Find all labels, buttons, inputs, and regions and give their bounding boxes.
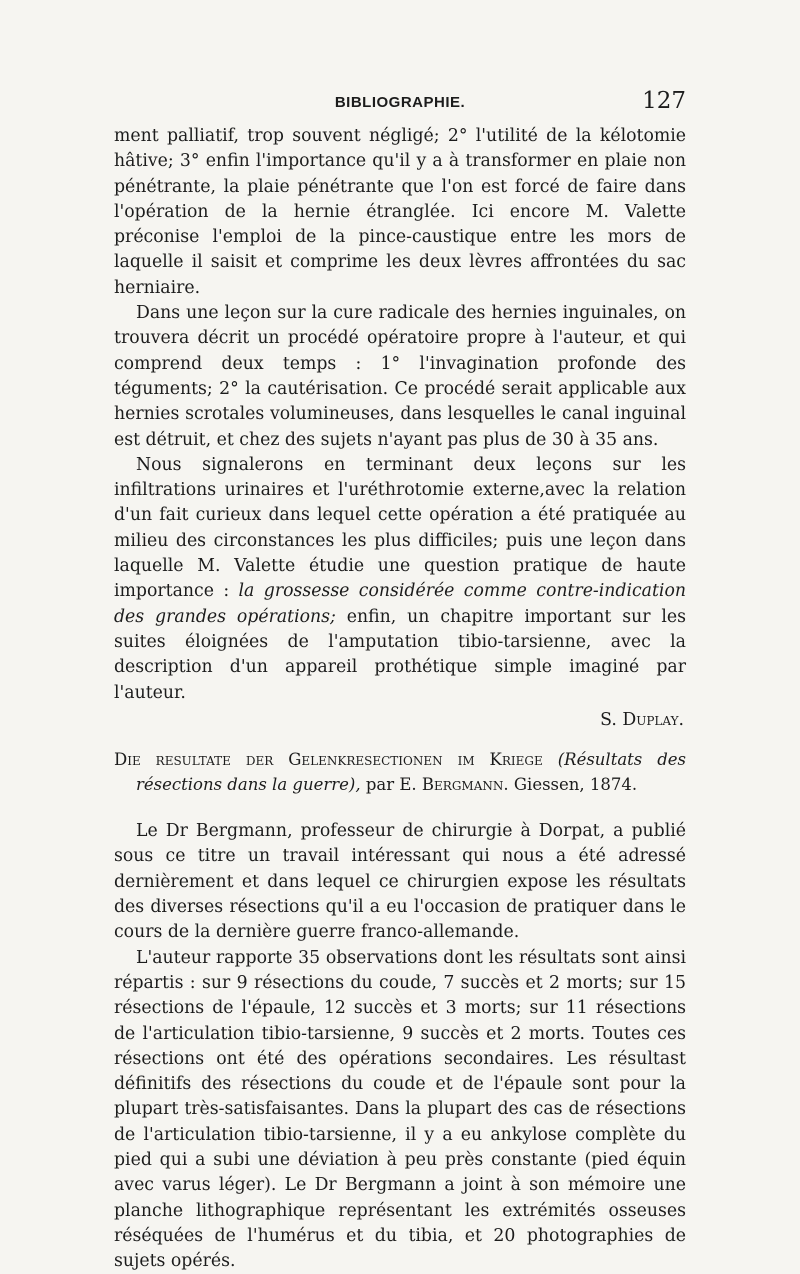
review-author: Bergmann xyxy=(421,775,504,795)
paragraph-resection-results: L'auteur rapporte 35 observations dont les résultats sont ainsi répartis : sur 9 résections du coude, 7 succès et 2 morts; sur 15 résections de l'épaule, 12 succès et 3 morts; sur 11 résections de l'articulation tibio-tarsienne, 9 succès et 2 morts. Toutes ces résections ont été des opérations secondaires. Les résultast définitifs des résections du coude et de l'épaule sont pour la plupart très-satisfaisantes. Dans la plupart des cas de résections de l'articulation tibio-tarsienne, il y a eu ankylose complète du pied qui a subi une déviation à peu près constante (pied équin avec varus léger). Le Dr Bergmann a joint à son mémoire une planche lithographique représentant les extrémités osseuses réséquées de l'humérus et du tibia, et 20 photographies de sujets opérés. xyxy=(114,947,686,1272)
paragraph-closing-lessons xyxy=(114,453,686,706)
review-author-prefix: par E. xyxy=(360,775,422,795)
running-title: BIBLIOGRAPHIE. xyxy=(334,94,466,111)
review-publication: . Giessen, 1874. xyxy=(503,775,638,795)
italic-lesson-title: la grossesse considérée comme contre-indication des grandes opérations; xyxy=(114,581,686,627)
reviewer-signature: S. Duplay. xyxy=(600,709,684,730)
page-number: 127 xyxy=(642,88,686,114)
body-text xyxy=(114,124,686,1274)
review-title-translation: (Résultats des résections dans la guerre), xyxy=(136,750,686,795)
paragraph-inguinal-hernia: Dans une leçon sur la cure radicale des hernies inguinales, on trouvera décrit un procédé opératoire propre à l'auteur, et qui comprend deux temps : 1° l'invagination profonde des téguments; 2° la cautérisation. Ce procédé serait applicable aux hernies scrotales volumineuses, dans lesquelles le canal inguinal est détruit, et chez des sujets n'ayant pas plus de 30 à 35 ans. xyxy=(114,303,686,450)
paragraph-bergmann-intro: Le Dr Bergmann, professeur de chirurgie à Dorpat, a publié sous ce titre un travail intéressant qui nous a été adressé dernièrement et dans lequel ce chirurgien expose les résultats des diverses résections qu'il a eu l'occasion de pratiquer dans le cours de la dernière guerre franco-allemande. xyxy=(114,821,686,943)
review-title: Die resultate der Gelenkresectionen im Kriege xyxy=(114,750,543,770)
running-header xyxy=(114,88,686,120)
paragraph-text: enfin, un chapitre important sur les suites éloignées de l'amputation tibio-tarsienne, avec la description d'un appareil prothétique simple imaginé par l'auteur. xyxy=(114,606,686,703)
paragraph-hernia-continuation: ment palliatif, trop souvent négligé; 2° l'utilité de la kélotomie hâtive; 3° enfin l'importance qu'il y a à transformer en plaie non pénétrante, la plaie pénétrante que l'on est forcé de faire dans l'opération de la hernie étranglée. Ici encore M. Valette préconise l'emploi de la pince-caustique entre les mors de laquelle il saisit et comprime les deux lèvres affrontées du sac herniaire. xyxy=(114,126,686,298)
paragraph-text: Nous signalerons en terminant deux leçons sur les infiltrations urinaires et l'uréthrotomie externe,avec la relation d'un fait curieux dans lequel cette opération a été pratiquée au milieu des circonstances les plus difficiles; puis une leçon dans laquelle M. Valette étudie une question pratique de haute importance : xyxy=(114,454,686,602)
review-heading xyxy=(114,747,686,797)
